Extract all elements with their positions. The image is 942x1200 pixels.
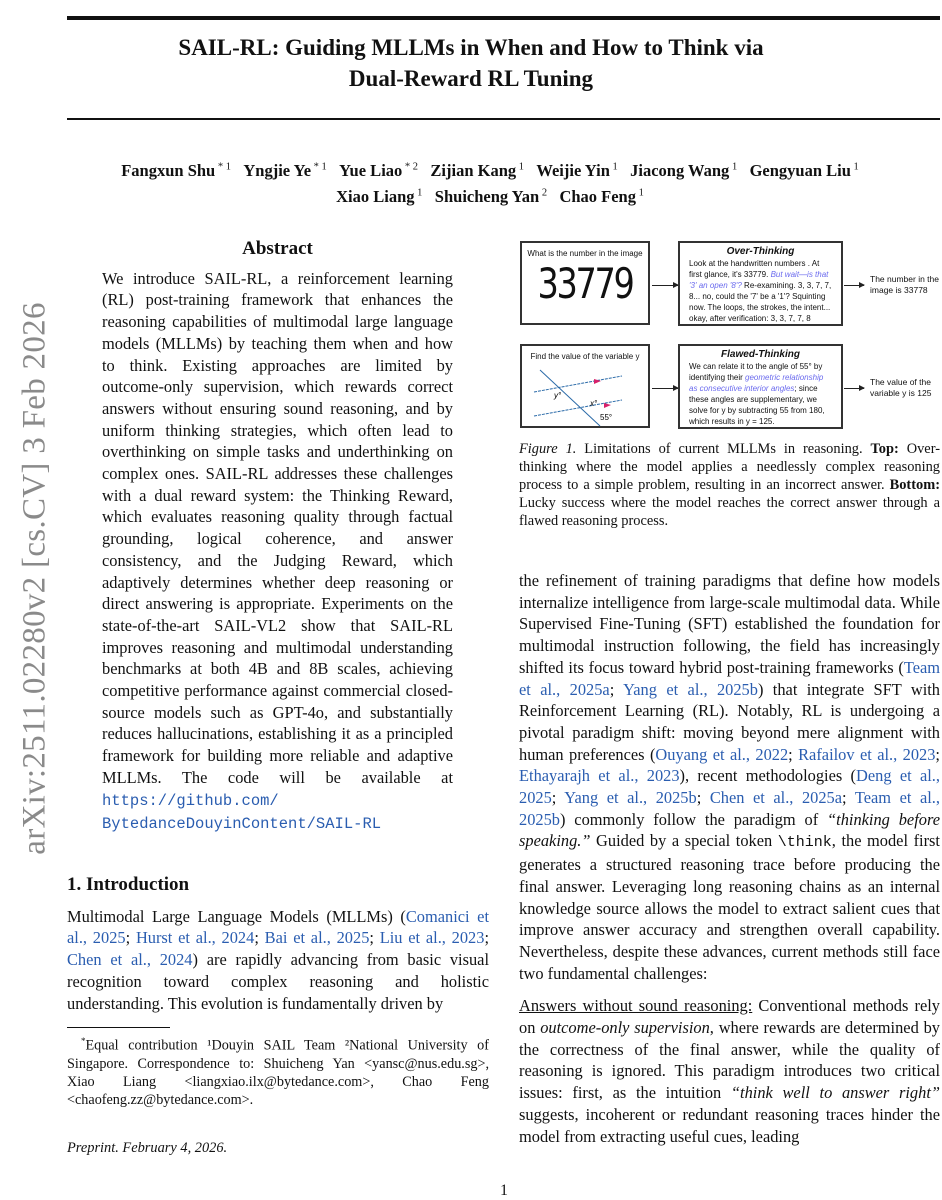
footnote-rule — [67, 1027, 170, 1028]
footnote — [67, 1032, 489, 1109]
text-segment: ; — [125, 928, 136, 948]
text-segment: ; — [935, 744, 940, 764]
flawed-thinking-text — [689, 361, 832, 427]
author-name: Yngjie Ye $^{* 1}$ — [243, 160, 327, 180]
over-thinking-title: Over-Thinking — [726, 246, 795, 257]
text-segment: \think — [777, 834, 832, 852]
author-affiliation-mark: 1 — [516, 161, 525, 172]
author-line — [60, 155, 920, 182]
author-affiliation-mark: 1 — [414, 187, 423, 199]
citation-link[interactable]: Rafailov et al., 2023 — [798, 744, 936, 764]
author-affiliation-mark: 1 — [729, 161, 738, 172]
geometry-panel — [520, 344, 650, 428]
text-segment: ; — [696, 788, 710, 808]
citation-link[interactable]: Chen et al., 2025a — [709, 788, 843, 808]
text-segment: , the model first generates a structured reasoning trace before producing the final answer. Leveraging long reasoning chains as an internal knowledge source allows the model to extract salient cues that improve answer accuracy and strengthen overall capability. Nevertheless, despite these advances, current methods still face two fundamental challenges: — [519, 831, 940, 983]
arrow-icon — [844, 388, 864, 389]
author-affiliation-mark: * 1 — [215, 161, 231, 172]
footnote-mark: * — [81, 1036, 86, 1046]
flawed-thinking-output: The value of the variable y is 125 — [870, 377, 932, 398]
text-segment: ; — [788, 744, 799, 764]
text-segment: ) commonly follow the paradigm of — [559, 809, 828, 829]
paragraph — [519, 995, 940, 1147]
over-thinking-text — [689, 258, 832, 324]
author-affiliation-mark: * 1 — [311, 161, 327, 172]
author-list — [60, 155, 920, 208]
text-segment: ) are rapidly advancing from basic visual recognition toward complex reasoning and holistic understanding. This evolution is fundamentally driven by — [67, 950, 489, 1013]
citation-link[interactable]: Yang et al., 2025b — [623, 679, 758, 699]
text-segment: Figure 1. — [519, 441, 577, 457]
footnote-text: Equal contribution ¹Douyin SAIL Team ²National University of Singapore. Correspondence to: Shuicheng Yan <yansc@nus.edu.sg>, Xiao Liang <liangxiao.ilx@bytedance.com>, Chao Feng <chaofeng.zz@bytedance.com>. — [67, 1037, 489, 1108]
label-x: x° — [590, 399, 598, 408]
title-line: SAIL-RL: Guiding MLLMs in When and How to Think via — [178, 35, 764, 60]
author-line — [60, 182, 920, 209]
figure-1 — [518, 238, 942, 433]
author-name: Xiao Liang $^1$ — [336, 187, 423, 206]
text-segment: Multimodal Large Language Models (MLLMs) ( — [67, 906, 406, 926]
text-segment: We introduce SAIL-RL, a reinforcement learning (RL) post-training framework that enhances the reasoning capabilities of multimodal large language models (MLLMs) by teaching them when and how to think. Existing approaches are limited by outcome-only supervision, which rewards correct answers without ensuring sound reasoning, and by uniform thinking strategies, which often lead to overthinking on simple tasks and underthinking on complex ones. SAIL-RL addresses these challenges with a dual reward system: the Thinking Reward, which evaluates reasoning quality through factual grounding, logical coherence, and answer consistency, and the Judging Reward, which adaptively determines whether deep reasoning or direct answering is appropriate. Experiments on the state-of-the-art SAIL-VL2 show that SAIL-RL improves reasoning and multimodal understanding benchmarks at both 4B and 8B scales, achieving competitive performance against commercial closed-source models such as GPT-4o, and substantially reduces hallucinations, establishing it as a principled framework for building more reliable and adaptive MLLMs. The code will be available at — [102, 268, 453, 787]
author-affiliation-mark: * 2 — [402, 161, 419, 172]
author-affiliation-mark: 2 — [539, 187, 548, 199]
author-name: Jiacong Wang $^1$ — [630, 160, 738, 180]
author-name: Weijie Yin $^1$ — [536, 160, 618, 180]
citation-link[interactable]: Ouyang et al., 2022 — [655, 744, 789, 764]
text-segment: ; since these angles are supplementary, we solve for y by subtracting 55 from 180, which results in y = 125. — [689, 384, 825, 426]
text-segment: , where rewards are determined by the correctness of the final answer, while the quality of reasoning is ignored. This paradigm introduces two critical issues: first, as the intuition — [519, 1018, 940, 1103]
preprint-date: Preprint. February 4, 2026. — [67, 1140, 228, 1156]
text-segment: ; — [842, 788, 855, 808]
citation-link[interactable]: Bai et al., 2025 — [264, 928, 370, 948]
right-column-text — [519, 570, 940, 1147]
author-affiliation-mark: 1 — [635, 187, 644, 199]
text-segment: Top: — [870, 441, 899, 457]
text-segment: the refinement of training paradigms that define how models internalize intelligence from large-scale multimodal data. While Supervised Fine-Tuning (SFT) established the foundation for multimodal instruction following, the field has increasingly shifted its focus toward hybrid post-training frameworks ( — [519, 571, 940, 677]
citation-link[interactable]: Chen et al., 2024 — [67, 950, 193, 970]
abstract-heading: Abstract — [242, 238, 313, 259]
text-segment: ), recent methodologies ( — [679, 766, 857, 786]
text-segment: Limitations of current MLLMs in reasoning. — [576, 441, 871, 457]
citation-link[interactable]: Hurst et al., 2024 — [135, 928, 255, 948]
over-thinking-panel — [678, 241, 843, 326]
author-name: Chao Feng $^1$ — [559, 187, 644, 206]
text-segment: suggests, incoherent or redundant reasoning traces hinder the model from extracting useful cues, leading — [519, 1104, 940, 1146]
text-segment: Re-examining. 3, 3, 7, 7, 8... no, could the '7' be a '1'? Squinting now. The loops, the strokes, the intent... okay, after verification: 3, 3, 7, 7, 8 — [689, 281, 832, 323]
parallel-lines-diagram — [522, 362, 648, 428]
text-segment: We can relate it to the angle of 55° by identifying their — [689, 362, 823, 382]
figure-caption — [519, 440, 940, 530]
author-name: Zijian Kang $^1$ — [430, 160, 525, 180]
text-segment: ; — [254, 928, 265, 948]
abstract-text — [102, 268, 453, 836]
text-segment: Over-thinking where the model applies a needlessly complex reasoning process to a simple problem, resulting in an incorrect answer. — [519, 441, 940, 493]
text-segment: ) that integrate SFT with Reinforcement Learning (RL). Notably, RL is undergoing a pivotal paradigm shift: moving beyond mere alignment with human preferences ( — [519, 679, 941, 764]
code-url-link[interactable]: https://github.com/ BytedanceDouyinContent/SAIL-RL — [102, 791, 382, 834]
citation-link[interactable]: Liu et al., 2023 — [379, 928, 485, 948]
label-y: y° — [554, 391, 562, 400]
text-segment: outcome-only supervision — [540, 1018, 710, 1038]
paragraph — [519, 570, 940, 984]
text-segment: “think well to answer right” — [730, 1083, 940, 1103]
introduction-heading: 1. Introduction — [67, 874, 190, 895]
text-segment: Guided by a special token — [590, 831, 778, 851]
highlighted-text: geometric relationship as consecutive interior angles — [689, 373, 824, 393]
title-line: Dual-Reward RL Tuning — [348, 66, 594, 91]
text-segment: ; — [609, 679, 624, 699]
author-name: Shuicheng Yan $^2$ — [434, 187, 548, 206]
text-segment: Lucky success where the model reaches the correct answer through a flawed reasoning process. — [519, 495, 940, 529]
arrow-icon — [652, 388, 678, 389]
paper-title — [0, 32, 942, 94]
citation-link[interactable]: Ethayarajh et al., 2023 — [519, 766, 680, 786]
citation-link[interactable]: Team et al., 2025a — [519, 657, 940, 699]
text-segment: Bottom: — [889, 477, 940, 493]
highlighted-text: But wait—is that '3' an open '8'? — [689, 270, 829, 290]
author-affiliation-mark: 1 — [609, 161, 618, 172]
label-angle: 55° — [600, 413, 613, 422]
citation-link[interactable]: Team et al., 2025b — [519, 788, 940, 829]
digit-image-panel — [520, 241, 650, 325]
page-number: 1 — [500, 1182, 508, 1199]
abstract-section — [102, 238, 453, 836]
author-affiliation-mark: 1 — [850, 161, 859, 172]
question-text: What is the number in the image — [527, 249, 643, 258]
arxiv-stamp: arXiv:2511.02280v2 [cs.CV] 3 Feb 2026 — [16, 302, 53, 855]
top-rule — [67, 16, 940, 20]
flawed-thinking-title: Flawed-Thinking — [721, 349, 800, 360]
text-segment: Answers without sound reasoning: — [519, 996, 753, 1016]
author-name: Gengyuan Liu $^1$ — [749, 160, 859, 180]
author-name: Fangxun Shu $^{* 1}$ — [121, 160, 231, 180]
text-segment: Look at the handwritten numbers . At first glance, it's 33779. — [689, 259, 820, 279]
citation-link[interactable]: Yang et al., 2025b — [564, 788, 697, 808]
text-segment: ; — [369, 928, 380, 948]
arrow-icon — [844, 285, 864, 286]
handwritten-number: 33779 — [537, 259, 633, 308]
text-segment: ; — [551, 788, 565, 808]
title-rule — [67, 118, 940, 120]
introduction-text — [67, 906, 489, 1015]
arrow-icon — [652, 285, 678, 286]
author-name: Yue Liao $^{* 2}$ — [339, 160, 419, 180]
citation-link[interactable]: Comanici et al., 2025 — [67, 906, 489, 948]
question-text: Find the value of the variable y — [530, 352, 640, 361]
text-segment: ; — [484, 928, 490, 948]
text-segment: Conventional methods rely on — [519, 996, 940, 1038]
text-segment: “thinking before speaking.” — [519, 809, 940, 851]
introduction-section — [67, 874, 489, 1014]
citation-link[interactable]: Deng et al., 2025 — [519, 766, 940, 808]
over-thinking-output: The number in the image is 33778 — [870, 274, 939, 295]
flawed-thinking-panel — [678, 344, 843, 429]
